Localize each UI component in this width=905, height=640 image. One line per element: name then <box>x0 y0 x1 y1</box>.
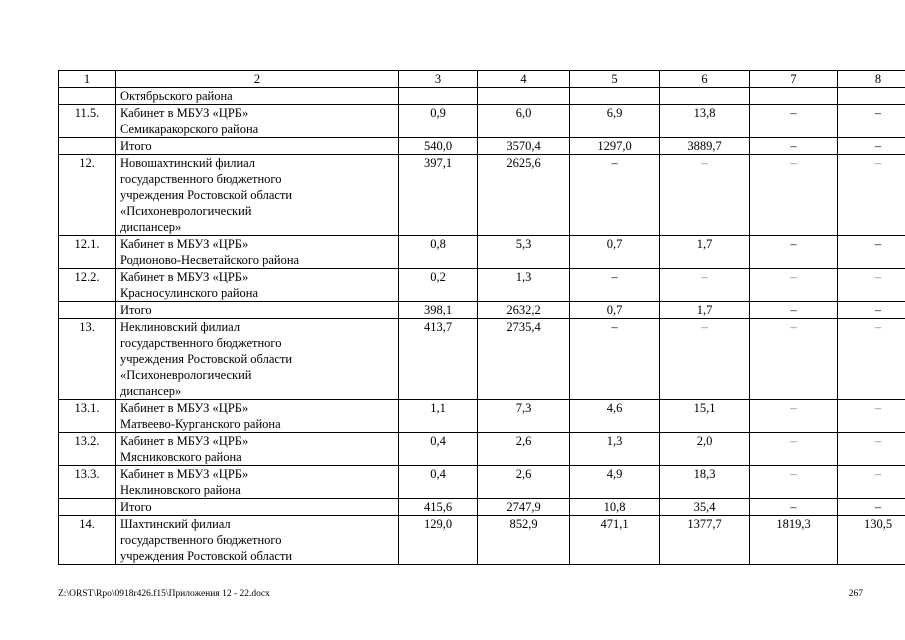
col5-cell: – <box>570 155 660 236</box>
col7-cell: – <box>750 105 838 138</box>
col8-cell: – <box>838 400 905 433</box>
row-name-cell: Итого <box>116 302 399 319</box>
col8-cell: – <box>838 319 905 400</box>
col5-cell: 1297,0 <box>570 138 660 155</box>
table-row <box>59 499 905 516</box>
col4-cell: 3570,4 <box>478 138 570 155</box>
data-table <box>58 70 905 565</box>
table-row <box>59 302 905 319</box>
col3-cell: 415,6 <box>399 499 478 516</box>
col4-cell: 2632,2 <box>478 302 570 319</box>
col3-cell <box>399 88 478 105</box>
col7-cell: – <box>750 433 838 466</box>
row-number-cell <box>59 499 116 516</box>
col4-cell: 2625,6 <box>478 155 570 236</box>
col5-cell: 4,6 <box>570 400 660 433</box>
col5-cell: 6,9 <box>570 105 660 138</box>
col4-cell: 852,9 <box>478 516 570 565</box>
col3-cell: 1,1 <box>399 400 478 433</box>
table-body <box>59 88 905 565</box>
page-number: 267 <box>848 589 863 599</box>
col7-cell: – <box>750 236 838 269</box>
col6-cell: 1,7 <box>660 302 750 319</box>
col3-cell: 397,1 <box>399 155 478 236</box>
row-name-cell: Кабинет в МБУЗ «ЦРБ» Неклиновского района <box>116 466 399 499</box>
col7-cell: – <box>750 269 838 302</box>
header-col-1: 1 <box>59 71 116 88</box>
header-col-7: 7 <box>750 71 838 88</box>
col3-cell: 398,1 <box>399 302 478 319</box>
col5-cell: – <box>570 319 660 400</box>
header-col-6: 6 <box>660 71 750 88</box>
col4-cell <box>478 88 570 105</box>
row-number-cell: 14. <box>59 516 116 565</box>
row-name-cell: Кабинет в МБУЗ «ЦРБ» Красносулинского района <box>116 269 399 302</box>
col3-cell: 0,4 <box>399 433 478 466</box>
col4-cell: 6,0 <box>478 105 570 138</box>
col6-cell: – <box>660 319 750 400</box>
row-name-cell: Октябрьского района <box>116 88 399 105</box>
col7-cell <box>750 88 838 105</box>
col4-cell: 5,3 <box>478 236 570 269</box>
col7-cell: – <box>750 400 838 433</box>
col6-cell: 35,4 <box>660 499 750 516</box>
table-row <box>59 138 905 155</box>
col6-cell: 1,7 <box>660 236 750 269</box>
row-number-cell <box>59 138 116 155</box>
col3-cell: 129,0 <box>399 516 478 565</box>
row-number-cell: 13.2. <box>59 433 116 466</box>
col7-cell: – <box>750 138 838 155</box>
header-col-2: 2 <box>116 71 399 88</box>
col6-cell: 13,8 <box>660 105 750 138</box>
row-name-cell: Кабинет в МБУЗ «ЦРБ» Матвеево-Курганского района <box>116 400 399 433</box>
col8-cell: – <box>838 466 905 499</box>
header-col-4: 4 <box>478 71 570 88</box>
col3-cell: 413,7 <box>399 319 478 400</box>
col5-cell <box>570 88 660 105</box>
row-number-cell: 12. <box>59 155 116 236</box>
table-row <box>59 236 905 269</box>
row-number-cell: 13.1. <box>59 400 116 433</box>
col5-cell: 471,1 <box>570 516 660 565</box>
col6-cell: – <box>660 155 750 236</box>
col8-cell: – <box>838 236 905 269</box>
row-name-cell: Кабинет в МБУЗ «ЦРБ» Родионово-Несветайского района <box>116 236 399 269</box>
col5-cell: 1,3 <box>570 433 660 466</box>
col4-cell: 7,3 <box>478 400 570 433</box>
header-col-8: 8 <box>838 71 905 88</box>
row-number-cell: 12.2. <box>59 269 116 302</box>
table-row <box>59 433 905 466</box>
col7-cell: – <box>750 499 838 516</box>
col8-cell: – <box>838 138 905 155</box>
col7-cell: – <box>750 319 838 400</box>
col8-cell: 130,5 <box>838 516 905 565</box>
table-row <box>59 466 905 499</box>
table-row <box>59 269 905 302</box>
col4-cell: 1,3 <box>478 269 570 302</box>
col7-cell: – <box>750 302 838 319</box>
col8-cell: – <box>838 269 905 302</box>
col5-cell: – <box>570 269 660 302</box>
row-name-cell: Кабинет в МБУЗ «ЦРБ» Семикаракорского района <box>116 105 399 138</box>
col3-cell: 0,8 <box>399 236 478 269</box>
footer-file-path: Z:\ORST\Rpo\0918r426.f15\Приложения 12 - 22.docx <box>58 589 270 599</box>
col8-cell: – <box>838 302 905 319</box>
col4-cell: 2,6 <box>478 466 570 499</box>
col6-cell: – <box>660 269 750 302</box>
col3-cell: 540,0 <box>399 138 478 155</box>
header-col-3: 3 <box>399 71 478 88</box>
row-number-cell: 13. <box>59 319 116 400</box>
col6-cell <box>660 88 750 105</box>
row-number-cell <box>59 88 116 105</box>
col5-cell: 10,8 <box>570 499 660 516</box>
col6-cell: 18,3 <box>660 466 750 499</box>
table-row <box>59 105 905 138</box>
row-number-cell: 11.5. <box>59 105 116 138</box>
col6-cell: 15,1 <box>660 400 750 433</box>
row-name-cell: Шахтинский филиал государственного бюджетного учреждения Ростовской области <box>116 516 399 565</box>
col6-cell: 3889,7 <box>660 138 750 155</box>
row-name-cell: Итого <box>116 499 399 516</box>
col8-cell: – <box>838 155 905 236</box>
table-row <box>59 88 905 105</box>
col4-cell: 2735,4 <box>478 319 570 400</box>
col4-cell: 2747,9 <box>478 499 570 516</box>
row-name-cell: Новошахтинский филиал государственного бюджетного учреждения Ростовской области «Психоневрологический диспансер» <box>116 155 399 236</box>
col7-cell: 1819,3 <box>750 516 838 565</box>
col8-cell: – <box>838 433 905 466</box>
header-row <box>59 71 905 88</box>
col8-cell <box>838 88 905 105</box>
col5-cell: 4,9 <box>570 466 660 499</box>
table-row <box>59 516 905 565</box>
header-col-5: 5 <box>570 71 660 88</box>
col8-cell: – <box>838 499 905 516</box>
table-row <box>59 400 905 433</box>
col3-cell: 0,2 <box>399 269 478 302</box>
col3-cell: 0,9 <box>399 105 478 138</box>
row-number-cell: 13.3. <box>59 466 116 499</box>
row-name-cell: Неклиновский филиал государственного бюджетного учреждения Ростовской области «Психоневрологический диспансер» <box>116 319 399 400</box>
row-number-cell: 12.1. <box>59 236 116 269</box>
row-name-cell: Итого <box>116 138 399 155</box>
table-row <box>59 155 905 236</box>
col6-cell: 2,0 <box>660 433 750 466</box>
col5-cell: 0,7 <box>570 236 660 269</box>
col4-cell: 2,6 <box>478 433 570 466</box>
col6-cell: 1377,7 <box>660 516 750 565</box>
col7-cell: – <box>750 466 838 499</box>
col3-cell: 0,4 <box>399 466 478 499</box>
col7-cell: – <box>750 155 838 236</box>
row-name-cell: Кабинет в МБУЗ «ЦРБ» Мясниковского района <box>116 433 399 466</box>
col5-cell: 0,7 <box>570 302 660 319</box>
row-number-cell <box>59 302 116 319</box>
table-row <box>59 319 905 400</box>
col8-cell: – <box>838 105 905 138</box>
